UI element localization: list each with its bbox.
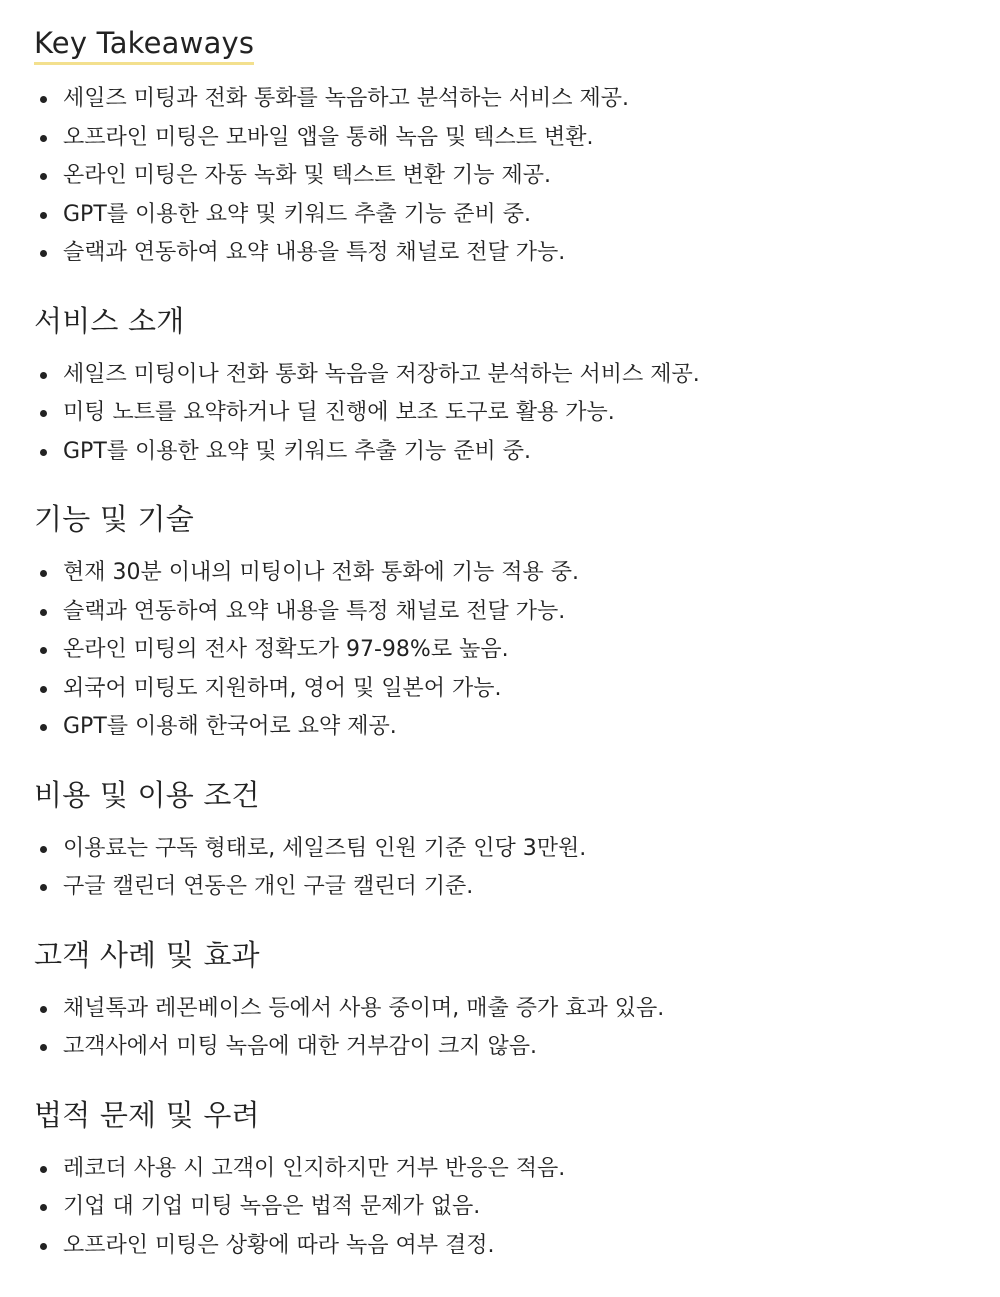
bullet-list xyxy=(34,830,1000,907)
list-item: 미팅 노트를 요약하거나 딜 진행에 보조 도구로 활용 가능. xyxy=(34,394,1000,433)
section-title: 기능 및 기술 xyxy=(34,502,194,536)
bullet-list xyxy=(34,990,1000,1067)
section-key-takeaways xyxy=(34,24,1000,273)
list-item: 기업 대 기업 미팅 녹음은 법적 문제가 없음. xyxy=(34,1188,1000,1227)
bullet-list xyxy=(34,554,1000,747)
list-item: 고객사에서 미팅 녹음에 대한 거부감이 크지 않음. xyxy=(34,1028,1000,1067)
section-features xyxy=(34,499,1000,747)
list-item: 세일즈 미팅이나 전화 통화 녹음을 저장하고 분석하는 서비스 제공. xyxy=(34,356,1000,395)
section-legal xyxy=(34,1095,1000,1266)
section-title: 서비스 소개 xyxy=(34,303,185,338)
bullet-list xyxy=(34,80,1000,273)
list-item: 오프라인 미팅은 모바일 앱을 통해 녹음 및 텍스트 변환. xyxy=(34,119,1000,158)
section-title: 고객 사례 및 효과 xyxy=(34,937,260,972)
list-item: 구글 캘린더 연동은 개인 구글 캘린더 기준. xyxy=(34,868,1000,907)
list-item: 오프라인 미팅은 상황에 따라 녹음 여부 결정. xyxy=(34,1227,1000,1266)
bullet-list xyxy=(34,1150,1000,1266)
list-item: 세일즈 미팅과 전화 통화를 녹음하고 분석하는 서비스 제공. xyxy=(34,80,1000,119)
list-item: 레코더 사용 시 고객이 인지하지만 거부 반응은 적음. xyxy=(34,1150,1000,1189)
list-item: GPT를 이용한 요약 및 키워드 추출 기능 준비 중. xyxy=(34,433,1000,472)
list-item: 슬랙과 연동하여 요약 내용을 특정 채널로 전달 가능. xyxy=(34,234,1000,273)
list-item: 온라인 미팅은 자동 녹화 및 텍스트 변환 기능 제공. xyxy=(34,157,1000,196)
list-item: 이용료는 구독 형태로, 세일즈팀 인원 기준 인당 3만원. xyxy=(34,830,1000,869)
list-item: 채널톡과 레몬베이스 등에서 사용 중이며, 매출 증가 효과 있음. xyxy=(34,990,1000,1029)
list-item: 슬랙과 연동하여 요약 내용을 특정 채널로 전달 가능. xyxy=(34,593,1000,632)
list-item: 외국어 미팅도 지원하며, 영어 및 일본어 가능. xyxy=(34,670,1000,709)
list-item: GPT를 이용한 요약 및 키워드 추출 기능 준비 중. xyxy=(34,196,1000,235)
section-title: Key Takeaways xyxy=(34,24,254,65)
section-service-intro xyxy=(34,301,1000,472)
bullet-list xyxy=(34,356,1000,472)
section-title: 법적 문제 및 우려 xyxy=(34,1097,260,1132)
section-title: 비용 및 이용 조건 xyxy=(34,777,260,812)
section-customer-cases xyxy=(34,935,1000,1067)
list-item: 현재 30분 이내의 미팅이나 전화 통화에 기능 적용 중. xyxy=(34,554,1000,593)
list-item: 온라인 미팅의 전사 정확도가 97-98%로 높음. xyxy=(34,631,1000,670)
list-item: GPT를 이용해 한국어로 요약 제공. xyxy=(34,708,1000,747)
section-pricing xyxy=(34,775,1000,907)
